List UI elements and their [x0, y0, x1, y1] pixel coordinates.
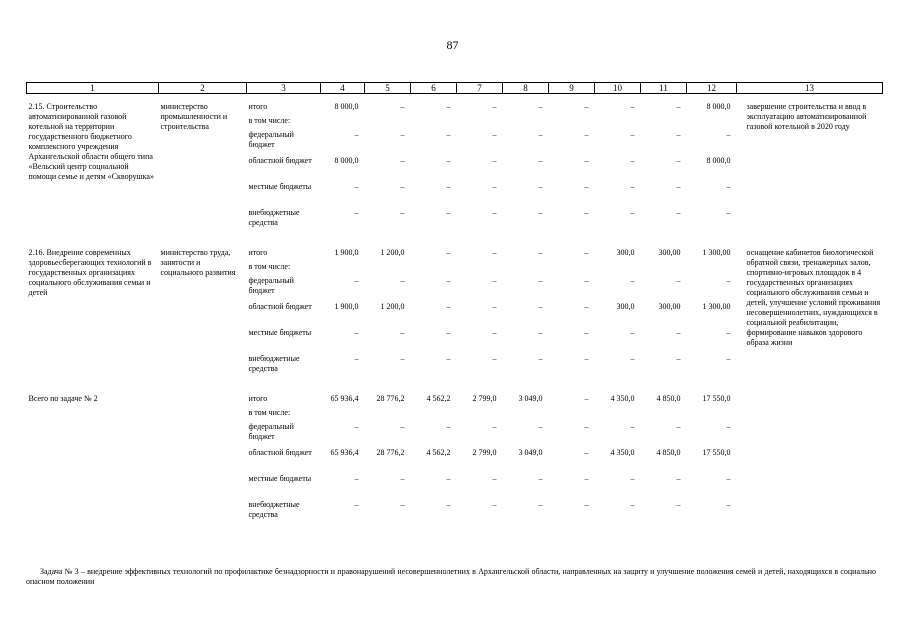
amount-cell: –	[446, 474, 451, 483]
amount-cell: –	[538, 474, 543, 483]
amount-cell: –	[726, 130, 731, 139]
amount-cell: –	[676, 474, 681, 483]
amount-cell	[595, 408, 641, 422]
amount-cell: 1 300,00	[702, 248, 731, 257]
amount-cell: –	[538, 130, 543, 139]
amount-cell	[321, 262, 365, 276]
amount-cell: –	[676, 208, 681, 217]
amount-cell: –	[400, 328, 405, 337]
amount-cell: –	[630, 500, 635, 509]
amount-cell: 8 000,0	[334, 102, 359, 111]
funding-source-label: местные бюджеты	[248, 182, 312, 191]
amount-cell: –	[584, 156, 589, 165]
amount-cell: 17 550,0	[702, 394, 731, 403]
amount-cell: –	[354, 208, 359, 217]
amount-cell: –	[726, 328, 731, 337]
amount-cell: 1 300,00	[702, 302, 731, 311]
amount-cell: –	[446, 328, 451, 337]
amount-cell: 4 350,0	[610, 394, 635, 403]
amount-cell: –	[538, 500, 543, 509]
amount-cell: 8 000,0	[706, 102, 731, 111]
amount-cell: –	[400, 182, 405, 191]
amount-cell: –	[584, 276, 589, 285]
amount-cell: –	[676, 500, 681, 509]
amount-cell: –	[676, 276, 681, 285]
amount-cell: –	[354, 474, 359, 483]
measure-name: 2.15. Строительство автоматизированной газовой котельной на территории государственного бюджетного комплексного учреждения Архангельской области общего типа «Вельский центр социальной помощи семье и детям «Скворушка»	[28, 102, 154, 181]
amount-cell: –	[726, 182, 731, 191]
amount-cell: –	[446, 182, 451, 191]
amount-cell: –	[584, 130, 589, 139]
measure-name: Всего по задаче № 2	[28, 394, 98, 403]
amount-cell: –	[538, 354, 543, 363]
amount-cell: –	[538, 182, 543, 191]
amount-cell: –	[584, 500, 589, 509]
amount-cell: –	[400, 422, 405, 431]
funding-source-label: областной бюджет	[248, 302, 312, 311]
amount-cell: 300,00	[658, 248, 681, 257]
amount-cell: –	[492, 354, 497, 363]
amount-cell: 1 900,0	[334, 302, 359, 311]
amount-cell	[641, 116, 687, 130]
amount-cell: 28 776,2	[376, 394, 405, 403]
amount-cell	[503, 408, 549, 422]
amount-cell: –	[630, 182, 635, 191]
amount-cell: –	[354, 328, 359, 337]
amount-cell: –	[446, 302, 451, 311]
amount-cell: –	[676, 354, 681, 363]
amount-cell: –	[538, 302, 543, 311]
amount-cell: –	[726, 422, 731, 431]
amount-cell: 300,0	[616, 302, 635, 311]
column-header: 1	[27, 83, 159, 94]
amount-cell	[411, 408, 457, 422]
amount-cell: –	[630, 156, 635, 165]
expected-result: завершение строительства и ввод в эксплуатацию автоматизированной газовой котельной в 2020 году	[746, 102, 867, 131]
amount-cell: –	[354, 500, 359, 509]
amount-cell: –	[446, 422, 451, 431]
amount-cell: –	[726, 208, 731, 217]
amount-cell: 4 850,0	[656, 394, 681, 403]
amount-cell: –	[630, 208, 635, 217]
funding-source-label: в том числе:	[248, 116, 291, 125]
amount-cell: –	[400, 474, 405, 483]
amount-cell: 65 936,4	[330, 394, 359, 403]
amount-cell: –	[492, 130, 497, 139]
amount-cell: –	[584, 474, 589, 483]
table-row	[27, 248, 883, 262]
amount-cell: –	[584, 422, 589, 431]
amount-cell	[457, 116, 503, 130]
measure-name: 2.16. Внедрение современных здоровьесберегающих технологий в государственных организациях социального обслуживания семьи и детей	[28, 248, 152, 297]
funding-source-label: итого	[248, 394, 268, 403]
amount-cell	[321, 116, 365, 130]
amount-cell: –	[726, 354, 731, 363]
amount-cell: –	[446, 248, 451, 257]
funding-source-label: областной бюджет	[248, 448, 312, 457]
amount-cell: –	[538, 248, 543, 257]
amount-cell	[503, 116, 549, 130]
column-header: 6	[411, 83, 457, 94]
funding-source-label: в том числе:	[248, 262, 291, 271]
table-body	[27, 94, 883, 527]
funding-source-label: областной бюджет	[248, 156, 312, 165]
amount-cell: –	[676, 102, 681, 111]
amount-cell: –	[400, 354, 405, 363]
amount-cell: –	[538, 328, 543, 337]
column-header: 9	[549, 83, 595, 94]
amount-cell: –	[492, 182, 497, 191]
amount-cell: –	[630, 102, 635, 111]
column-header: 7	[457, 83, 503, 94]
amount-cell	[549, 116, 595, 130]
amount-cell: –	[538, 156, 543, 165]
amount-cell: –	[492, 276, 497, 285]
amount-cell: 65 936,4	[330, 448, 359, 457]
amount-cell: –	[354, 276, 359, 285]
task-3-text: Задача № 3 – внедрение эффективных технологий по профилактике безнадзорности и правонарушений несовершеннолетних в Архангельской области, направленных на защиту и улучшение положения семей и детей, находящихся в социально опасном положении	[26, 567, 876, 586]
amount-cell: –	[492, 208, 497, 217]
amount-cell: –	[584, 328, 589, 337]
amount-cell: 300,00	[658, 302, 681, 311]
amount-cell: 1 200,0	[380, 248, 405, 257]
amount-cell: –	[492, 302, 497, 311]
amount-cell: –	[354, 182, 359, 191]
amount-cell: –	[400, 102, 405, 111]
responsible-executor: министерство промышленности и строительства	[160, 102, 228, 131]
amount-cell	[457, 408, 503, 422]
funding-source-label: местные бюджеты	[248, 328, 312, 337]
amount-cell: –	[584, 208, 589, 217]
amount-cell: –	[538, 208, 543, 217]
column-header: 2	[159, 83, 247, 94]
table-row	[27, 102, 883, 116]
responsible-executor: министерство труда, занятости и социального развития	[160, 248, 236, 277]
amount-cell: –	[584, 394, 589, 403]
spacer-row	[27, 234, 883, 248]
funding-source-label: местные бюджеты	[248, 474, 312, 483]
amount-cell: –	[538, 102, 543, 111]
amount-cell: –	[726, 276, 731, 285]
amount-cell: –	[676, 328, 681, 337]
amount-cell: 4 562,2	[426, 394, 451, 403]
page-number: 87	[446, 38, 459, 52]
amount-cell	[549, 262, 595, 276]
amount-cell: –	[676, 130, 681, 139]
amount-cell: 8 000,0	[706, 156, 731, 165]
amount-cell: –	[446, 130, 451, 139]
amount-cell: –	[538, 276, 543, 285]
amount-cell: –	[584, 182, 589, 191]
amount-cell: –	[630, 276, 635, 285]
amount-cell: 2 799,0	[472, 448, 497, 457]
column-header: 13	[737, 83, 883, 94]
table-row	[27, 394, 883, 408]
amount-cell: –	[446, 208, 451, 217]
funding-source-label: итого	[248, 102, 268, 111]
amount-cell: –	[400, 500, 405, 509]
amount-cell: 4 562,2	[426, 448, 451, 457]
column-header: 10	[595, 83, 641, 94]
amount-cell: –	[492, 102, 497, 111]
amount-cell: –	[630, 328, 635, 337]
amount-cell: 8 000,0	[334, 156, 359, 165]
amount-cell	[365, 262, 411, 276]
column-header: 4	[321, 83, 365, 94]
amount-cell: 4 850,0	[656, 448, 681, 457]
funding-source-label: внебюджетные средства	[248, 208, 300, 227]
amount-cell: –	[584, 302, 589, 311]
funding-source-label: внебюджетные средства	[248, 354, 300, 373]
amount-cell: 28 776,2	[376, 448, 405, 457]
amount-cell	[549, 408, 595, 422]
amount-cell: –	[630, 474, 635, 483]
amount-cell: –	[492, 328, 497, 337]
amount-cell	[595, 262, 641, 276]
amount-cell: –	[446, 102, 451, 111]
amount-cell: –	[676, 422, 681, 431]
amount-cell: 2 799,0	[472, 394, 497, 403]
funding-source-label: федеральный бюджет	[248, 130, 294, 149]
amount-cell: 3 049,0	[518, 448, 543, 457]
amount-cell: –	[354, 354, 359, 363]
funding-source-label: федеральный бюджет	[248, 276, 294, 295]
amount-cell: –	[446, 156, 451, 165]
amount-cell	[411, 116, 457, 130]
amount-cell: –	[400, 208, 405, 217]
amount-cell	[503, 262, 549, 276]
amount-cell: 1 200,0	[380, 302, 405, 311]
budget-table	[26, 82, 883, 526]
amount-cell: 4 350,0	[610, 448, 635, 457]
amount-cell	[321, 408, 365, 422]
amount-cell	[457, 262, 503, 276]
amount-cell: –	[676, 156, 681, 165]
amount-cell	[687, 408, 737, 422]
amount-cell	[641, 408, 687, 422]
amount-cell	[641, 262, 687, 276]
amount-cell: –	[538, 422, 543, 431]
funding-source-label: федеральный бюджет	[248, 422, 294, 441]
column-number-row	[27, 83, 883, 94]
funding-source-label: внебюджетные средства	[248, 500, 300, 519]
amount-cell	[687, 262, 737, 276]
amount-cell: 300,0	[616, 248, 635, 257]
amount-cell: –	[630, 130, 635, 139]
amount-cell: –	[726, 474, 731, 483]
amount-cell	[411, 262, 457, 276]
amount-cell	[595, 116, 641, 130]
amount-cell: –	[630, 354, 635, 363]
expected-result	[737, 394, 883, 526]
amount-cell	[365, 116, 411, 130]
amount-cell	[687, 116, 737, 130]
amount-cell: –	[676, 182, 681, 191]
amount-cell: –	[446, 500, 451, 509]
amount-cell: –	[630, 422, 635, 431]
amount-cell: –	[584, 102, 589, 111]
column-header: 5	[365, 83, 411, 94]
amount-cell	[365, 408, 411, 422]
amount-cell: –	[492, 156, 497, 165]
amount-cell: –	[400, 130, 405, 139]
amount-cell: –	[492, 500, 497, 509]
amount-cell: –	[400, 156, 405, 165]
funding-source-label: итого	[248, 248, 268, 257]
column-header: 8	[503, 83, 549, 94]
amount-cell: –	[492, 474, 497, 483]
amount-cell: –	[492, 422, 497, 431]
amount-cell: –	[354, 130, 359, 139]
amount-cell: 17 550,0	[702, 448, 731, 457]
amount-cell: –	[446, 354, 451, 363]
expected-result: оснащение кабинетов биологической обратной связи, тренажерных залов, спортивно-игровых площадок в 4 государственных организациях социального обслуживания семьи и детей, улучшение условий проживания несовершеннолетних, нуждающихся в социальной реабилитации, формирование навыков здорового образа жизни	[746, 248, 881, 347]
amount-cell: 3 049,0	[518, 394, 543, 403]
amount-cell: –	[400, 276, 405, 285]
amount-cell: –	[584, 248, 589, 257]
amount-cell: –	[726, 500, 731, 509]
amount-cell: 1 900,0	[334, 248, 359, 257]
amount-cell: –	[446, 276, 451, 285]
column-header: 11	[641, 83, 687, 94]
column-header: 3	[247, 83, 321, 94]
responsible-executor	[159, 394, 247, 526]
amount-cell: –	[354, 422, 359, 431]
spacer-row	[27, 94, 883, 103]
spacer-row	[27, 380, 883, 394]
amount-cell: –	[492, 248, 497, 257]
column-header: 12	[687, 83, 737, 94]
amount-cell: –	[584, 448, 589, 457]
funding-source-label: в том числе:	[248, 408, 291, 417]
amount-cell: –	[584, 354, 589, 363]
